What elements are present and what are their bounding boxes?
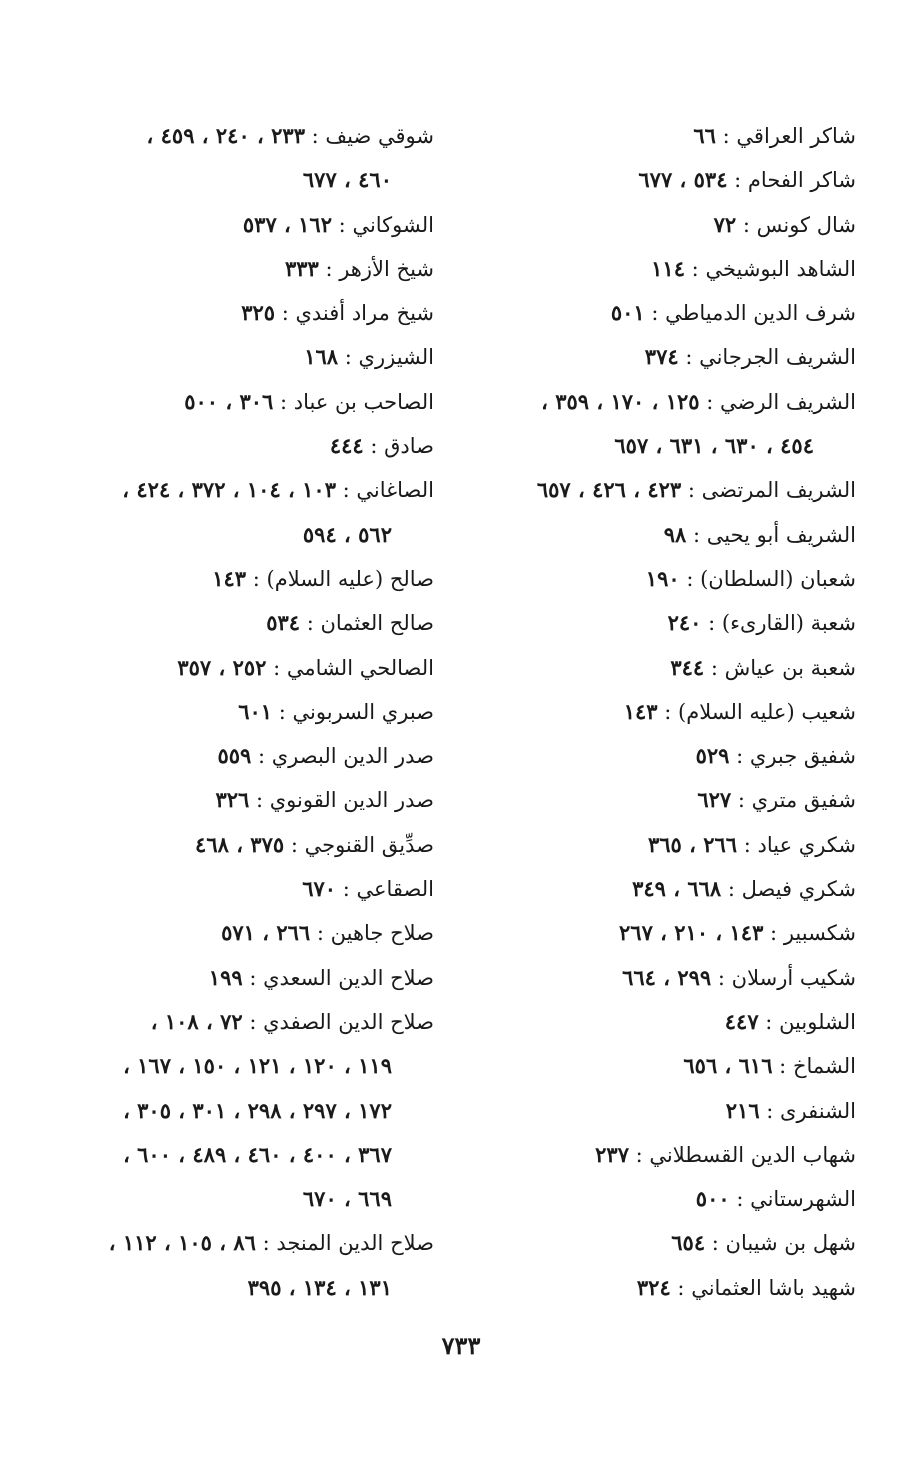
entry-separator: : (251, 744, 272, 769)
page-references: ١٢٥ ، ١٧٠ ، ٣٥٩ ، (541, 388, 700, 414)
page-references: ٣٢٦ (215, 787, 250, 813)
index-entry (470, 1133, 856, 1177)
entry-name: الشماخ (792, 1054, 856, 1079)
index-entry (50, 867, 434, 911)
page-references: ١٤٣ (623, 698, 658, 724)
entry-separator: : (715, 124, 737, 148)
page-references: ٥٠١ (610, 300, 645, 326)
index-entry-continuation (50, 1177, 434, 1221)
page-references: ٥٠٠ (695, 1186, 730, 1212)
index-entry-continuation (50, 513, 434, 557)
entry-name: الشيزري (358, 345, 434, 370)
page-references: ٦٢٧ (697, 787, 732, 813)
entry-separator: : (338, 345, 359, 370)
entry-separator: : (332, 212, 353, 237)
index-entry (470, 646, 856, 690)
entry-separator: : (685, 256, 706, 281)
index-entry (470, 380, 856, 424)
entry-separator: : (335, 478, 357, 503)
index-entry (470, 247, 856, 291)
page-references: ٣٢٥ (241, 300, 276, 326)
index-entry (470, 867, 856, 911)
entry-separator: : (678, 345, 700, 370)
entry-separator: : (242, 1009, 264, 1034)
entry-name: الصاغاني (356, 478, 434, 503)
page-references: ٥٥٩ (217, 743, 252, 769)
entry-name: صدِّيق القنوجي (304, 832, 434, 857)
index-entry-continuation (50, 1266, 434, 1310)
entry-separator: : (737, 832, 758, 857)
page-references: ٣٧٥ ، ٤٦٨ (195, 831, 285, 857)
index-entry (50, 1221, 434, 1265)
index-entry (50, 380, 434, 424)
entry-name: شهيد باشا العثماني (691, 1275, 856, 1300)
index-entry (470, 203, 856, 247)
index-entry (470, 734, 856, 778)
entry-name: الشريف المرتضى (701, 478, 856, 503)
index-entry (50, 114, 434, 158)
index-entry (50, 468, 434, 512)
page-references: ٤٤٤ (329, 433, 364, 459)
entry-separator: : (701, 611, 722, 636)
page-references: ٤٦٠ ، ٦٧٧ (302, 167, 392, 193)
page-references: ١٩٠ (645, 565, 680, 591)
page-references: ٣٢٤ (636, 1274, 671, 1300)
page-references: ٩٨ (663, 521, 687, 547)
entry-separator: : (729, 1187, 751, 1212)
entry-name: صلاح الدين السعدي (263, 965, 434, 990)
entry-name: صلاح الدين المنجد (276, 1231, 434, 1256)
index-entry (470, 601, 856, 645)
page-references: ٢١٦ (725, 1097, 760, 1123)
page-references: ٥٣٤ (266, 610, 301, 636)
index-entry (50, 291, 434, 335)
page-references: ١١٩ ، ١٢٠ ، ١٢١ ، ١٥٠ ، ١٦٧ ، (123, 1053, 392, 1079)
index-entry (470, 291, 856, 335)
entry-separator: : (670, 1275, 692, 1300)
index-entry (470, 557, 856, 601)
page-references: ٦٦٩ ، ٦٧٠ (302, 1186, 392, 1212)
entry-separator: : (704, 655, 725, 680)
entry-name: شعيب (عليه السلام) (678, 699, 856, 724)
entry-separator: : (246, 566, 267, 591)
entry-separator: : (772, 1054, 793, 1079)
index-entry (470, 911, 856, 955)
page-references: ٢٤٠ (667, 610, 702, 636)
index-entry (50, 646, 434, 690)
page-references: ٣٠٦ ، ٥٠٠ (184, 388, 274, 414)
entry-separator: : (644, 301, 666, 326)
page-references: ٢٦٦ ، ٣٦٥ (647, 831, 738, 857)
entry-name: الشهرستاني (750, 1187, 856, 1212)
entry-name: الشوكاني (352, 212, 434, 237)
entry-name: شرف الدين الدمياطي (665, 301, 856, 326)
index-entry (50, 424, 434, 468)
index-entry (470, 468, 856, 512)
entry-separator: : (363, 434, 385, 459)
index-entry (470, 158, 856, 202)
entry-separator: : (657, 699, 678, 724)
entry-separator: : (727, 168, 748, 193)
entry-name: شهل بن شيبان (725, 1231, 856, 1256)
page-references: ٥٦٢ ، ٥٩٤ (302, 521, 392, 547)
page-references: ٦٥٤ (671, 1230, 706, 1256)
entry-name: صلاح الدين الصفدي (263, 1009, 434, 1034)
index-entry (50, 203, 434, 247)
index-entry (470, 513, 856, 557)
page-number: ٧٣٣ (441, 1331, 481, 1360)
entry-separator: : (721, 877, 742, 902)
index-entry-continuation (50, 1089, 434, 1133)
entry-separator: : (266, 655, 287, 680)
entry-name: شكيب أرسلان (731, 965, 856, 990)
entry-name: شفيق جبري (749, 744, 856, 769)
entry-separator: : (249, 788, 270, 813)
entry-separator: : (318, 256, 340, 281)
page-references: ٢٥٢ ، ٣٥٧ (177, 654, 267, 680)
entry-name: صدر الدين البصري (271, 744, 434, 769)
page-references: ٦٠١ (238, 698, 273, 724)
entry-name: شفيق متري (751, 788, 856, 813)
entry-name: الصالحي الشامي (286, 655, 434, 680)
index-entry-continuation (50, 1044, 434, 1088)
index-entry-continuation (470, 424, 856, 468)
entry-separator: : (300, 611, 321, 636)
entry-separator: : (275, 301, 296, 326)
page-references: ٦١٦ ، ٦٥٦ (683, 1053, 773, 1079)
entry-name: الشريف الرضي (720, 389, 856, 414)
entry-separator: : (628, 1142, 650, 1167)
entry-separator: : (711, 965, 732, 990)
index-entry-continuation (50, 158, 434, 202)
entry-separator: : (272, 699, 293, 724)
index-entry (470, 1177, 856, 1221)
page-references: ١٩٩ (208, 964, 243, 990)
index-entry (470, 778, 856, 822)
page-references: ٢٣٧ (595, 1141, 629, 1167)
entry-separator: : (679, 566, 701, 591)
page-references: ٤٢٣ ، ٤٢٦ ، ٦٥٧ (536, 477, 682, 503)
index-entry (50, 247, 434, 291)
entry-name: شعبان (السلطان) (700, 566, 856, 591)
entry-name: الشلوبين (779, 1009, 856, 1034)
page-references: ١٤٣ ، ٢١٠ ، ٢٦٧ (619, 920, 764, 946)
page-references: ٥٣٤ ، ٦٧٧ (638, 167, 728, 193)
page-references: ١٠٣ ، ١٠٤ ، ٣٧٢ ، ٤٢٤ ، (122, 477, 336, 503)
entry-separator: : (705, 1231, 726, 1256)
index-entry (50, 778, 434, 822)
index-entry (470, 1000, 856, 1044)
page-references: ٨٦ ، ١٠٥ ، ١١٢ ، (108, 1230, 256, 1256)
entry-name: الشنفرى (780, 1098, 856, 1123)
entry-name: شكري عياد (757, 832, 856, 857)
index-entry (50, 335, 434, 379)
entry-name: الشريف أبو يحيى (706, 522, 856, 547)
entry-name: شكري فيصل (741, 877, 856, 902)
index-entry (50, 956, 434, 1000)
entry-name: شاكر الفحام (747, 168, 856, 193)
entry-name: شكسبير (783, 921, 856, 946)
page-references: ٣٣٣ (284, 255, 319, 281)
page-references: ٢٣٣ ، ٢٤٠ ، ٤٥٩ ، (146, 123, 305, 148)
entry-separator: : (681, 478, 702, 503)
index-entry (470, 1089, 856, 1133)
page-references: ٦٧٠ (302, 876, 337, 902)
entry-separator: : (729, 744, 750, 769)
entry-name: شهاب الدين القسطلاني (649, 1142, 856, 1167)
index-entry (50, 557, 434, 601)
page-references: ٧٢ (713, 211, 737, 237)
entry-separator: : (310, 921, 331, 946)
page-references: ٤٤٧ (724, 1008, 759, 1034)
index-entry (470, 1044, 856, 1088)
index-entry (50, 911, 434, 955)
index-entry (470, 114, 856, 158)
entry-name: صالح العثمان (320, 611, 434, 636)
entry-separator: : (759, 1098, 781, 1123)
page-references: ٥٢٩ (695, 743, 730, 769)
index-entry (470, 1221, 856, 1265)
entry-name: صادق (384, 434, 434, 459)
entry-separator: : (336, 877, 357, 902)
entry-name: صبري السربوني (292, 699, 434, 724)
page-references: ٦٦ (693, 123, 716, 148)
page-references: ١١٤ (651, 255, 685, 281)
page-references: ١٦٢ ، ٥٣٧ (242, 211, 332, 237)
index-column-right (470, 114, 856, 1310)
index-entry (50, 601, 434, 645)
entry-separator: : (242, 965, 264, 990)
page-references: ٧٢ ، ١٠٨ ، (150, 1008, 243, 1034)
entry-name: شوقي ضيف (325, 124, 434, 148)
entry-name: شيخ الأزهر (339, 256, 434, 281)
entry-name: صالح (عليه السلام) (266, 566, 434, 591)
index-entry (50, 690, 434, 734)
index-entry (50, 1000, 434, 1044)
page-references: ٦٦٨ ، ٣٤٩ (632, 876, 722, 902)
page-references: ١٦٨ (304, 344, 339, 370)
index-column-left (50, 114, 434, 1310)
entry-separator: : (686, 522, 707, 547)
entry-separator: : (763, 921, 784, 946)
page-references: ٣٧٤ (644, 344, 679, 370)
entry-separator: : (255, 1231, 277, 1256)
entry-name: الصقاعي (356, 877, 434, 902)
entry-name: الشريف الجرجاني (699, 345, 856, 370)
entry-separator: : (758, 1009, 780, 1034)
index-entry (50, 734, 434, 778)
entry-name: شعبة بن عياش (724, 655, 856, 680)
index-entry (470, 690, 856, 734)
entry-separator: : (699, 389, 721, 414)
entry-name: صلاح جاهين (330, 921, 434, 946)
page-references: ٤٥٤ ، ٦٣٠ ، ٦٣١ ، ٦٥٧ (614, 433, 814, 459)
page-references: ١٣١ ، ١٣٤ ، ٣٩٥ (247, 1274, 392, 1300)
entry-separator: : (304, 124, 326, 148)
entry-separator: : (731, 788, 752, 813)
entry-name: شال كونس (756, 212, 856, 237)
entry-name: صدر الدين القونوي (269, 788, 434, 813)
page-references: ٢٩٩ ، ٦٦٤ (622, 964, 712, 990)
page-references: ٢٦٦ ، ٥٧١ (221, 920, 311, 946)
entry-name: الشاهد البوشيخي (705, 256, 856, 281)
index-entry-continuation (50, 1133, 434, 1177)
entry-name: شيخ مراد أفندي (295, 301, 434, 326)
entry-name: الصاحب بن عباد (293, 389, 434, 414)
page-references: ٣٤٤ (670, 654, 705, 680)
entry-name: شاكر العراقي (736, 124, 856, 148)
index-entry (470, 956, 856, 1000)
page-references: ٣٦٧ ، ٤٠٠ ، ٤٦٠ ، ٤٨٩ ، ٦٠٠ ، (123, 1141, 392, 1167)
index-entry (470, 335, 856, 379)
entry-separator: : (736, 212, 757, 237)
page-references: ١٧٢ ، ٢٩٧ ، ٢٩٨ ، ٣٠١ ، ٣٠٥ ، (123, 1097, 392, 1123)
index-entry (470, 1266, 856, 1310)
index-entry (50, 823, 434, 867)
page-references: ١٤٣ (212, 565, 247, 591)
entry-separator: : (273, 389, 294, 414)
index-entry (470, 823, 856, 867)
entry-separator: : (284, 832, 305, 857)
entry-name: شعبة (القارىء) (721, 611, 856, 636)
